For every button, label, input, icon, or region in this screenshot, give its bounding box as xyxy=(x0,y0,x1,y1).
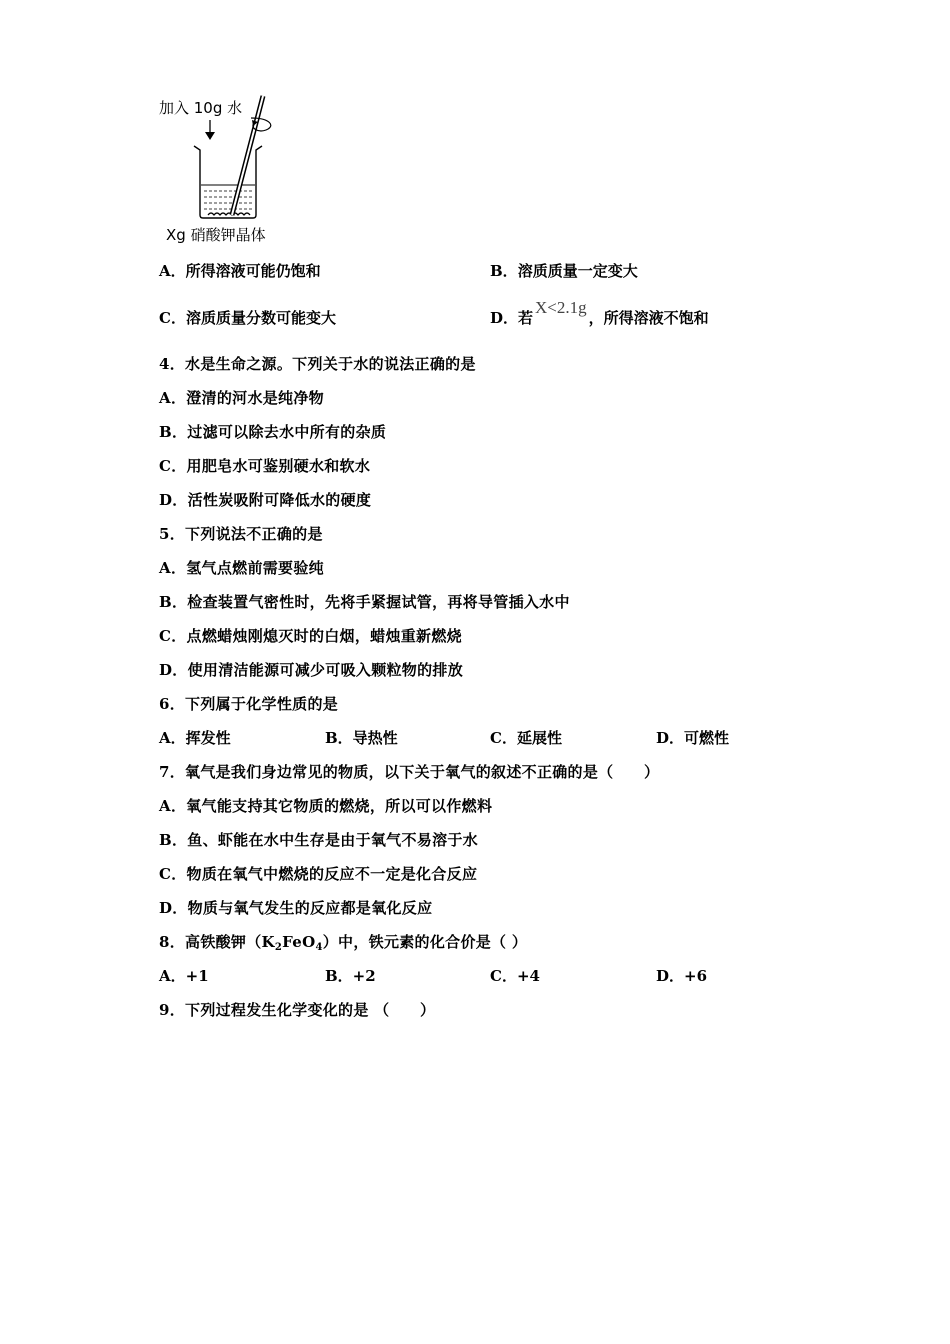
q3-option-d-text-pre: 若 xyxy=(518,309,534,327)
figure-bottom-label: Xg 硝酸钾晶体 xyxy=(166,226,266,244)
q8-stem-post: ）中，铁元素的化合价是（ ） xyxy=(322,933,528,951)
q8-option-b: B．+2 xyxy=(325,967,376,985)
q4-stem: 4．水是生命之源。下列关于水的说法正确的是 xyxy=(159,355,476,373)
beaker-icon xyxy=(194,146,262,218)
q8-option-c: C．+4 xyxy=(490,967,540,985)
q8-option-d: D．+6 xyxy=(656,967,708,985)
q3-option-d-text-post: ，所得溶液不饱和 xyxy=(588,309,709,327)
q8-sub-2: 4 xyxy=(315,942,323,953)
q8-stem-pre: 8．高铁酸钾（K xyxy=(159,933,275,951)
q3-option-c-text: 溶质质量分数可能变大 xyxy=(185,309,336,327)
q3-option-a-text: 所得溶液可能仍饱和 xyxy=(185,262,321,280)
q6-stem: 6．下列属于化学性质的是 xyxy=(159,695,339,713)
q4-option-c: C．用肥皂水可鉴别硬水和软水 xyxy=(159,457,371,475)
q5-stem: 5．下列说法不正确的是 xyxy=(159,525,323,543)
q3-option-d-condition: X<2.1g xyxy=(535,298,587,317)
q3-option-b xyxy=(490,261,638,281)
q4-option-a: A．澄清的河水是纯净物 xyxy=(159,389,324,407)
q7-option-c: C．物质在氧气中燃烧的反应不一定是化合反应 xyxy=(159,865,478,883)
q3-option-d xyxy=(490,298,709,328)
q3-option-b-letter: B． xyxy=(490,262,518,280)
q6-option-d: D．可燃性 xyxy=(656,729,730,747)
q6-option-b: B．导热性 xyxy=(325,729,398,747)
q7-option-a: A．氧气能支持其它物质的燃烧，所以可以作燃料 xyxy=(159,797,493,815)
q7-option-b: B．鱼、虾能在水中生存是由于氧气不易溶于水 xyxy=(159,831,478,849)
q7-stem: 7．氧气是我们身边常见的物质，以下关于氧气的叙述不正确的是（ ） xyxy=(159,763,660,781)
q8-option-a: A．+1 xyxy=(159,967,209,985)
q5-option-d: D．使用清洁能源可减少可吸入颗粒物的排放 xyxy=(159,661,464,679)
q3-option-b-text: 溶质质量一定变大 xyxy=(517,262,638,280)
beaker-figure xyxy=(150,88,290,248)
q3-option-a-letter: A． xyxy=(159,262,186,280)
q5-option-c: C．点燃蜡烛刚熄灭时的白烟，蜡烛重新燃烧 xyxy=(159,627,462,645)
q6-option-a: A．挥发性 xyxy=(159,729,231,747)
q5-option-b: B．检查装置气密性时，先将手紧握试管，再将导管插入水中 xyxy=(159,593,570,611)
q4-option-b: B．过滤可以除去水中所有的杂质 xyxy=(159,423,387,441)
q3-option-c-letter: C． xyxy=(159,309,186,327)
arrow-head-icon xyxy=(205,132,215,140)
q9-stem: 9．下列过程发生化学变化的是 （ ） xyxy=(159,1001,436,1019)
q8-sub-1: 2 xyxy=(274,942,283,953)
q8-stem-mid: FeO xyxy=(282,933,316,951)
q4-option-d: D．活性炭吸附可降低水的硬度 xyxy=(159,491,372,509)
q6-option-c: C．延展性 xyxy=(490,729,562,747)
q3-option-d-letter: D． xyxy=(490,309,519,327)
crystals-icon xyxy=(208,213,250,215)
q7-option-d: D．物质与氧气发生的反应都是氧化反应 xyxy=(159,899,433,917)
q5-option-a: A．氢气点燃前需要验纯 xyxy=(159,559,324,577)
q8-stem xyxy=(159,932,527,958)
q3-option-a xyxy=(159,261,321,281)
figure-top-label: 加入 10g 水 xyxy=(159,99,243,117)
q3-option-c xyxy=(159,308,336,328)
